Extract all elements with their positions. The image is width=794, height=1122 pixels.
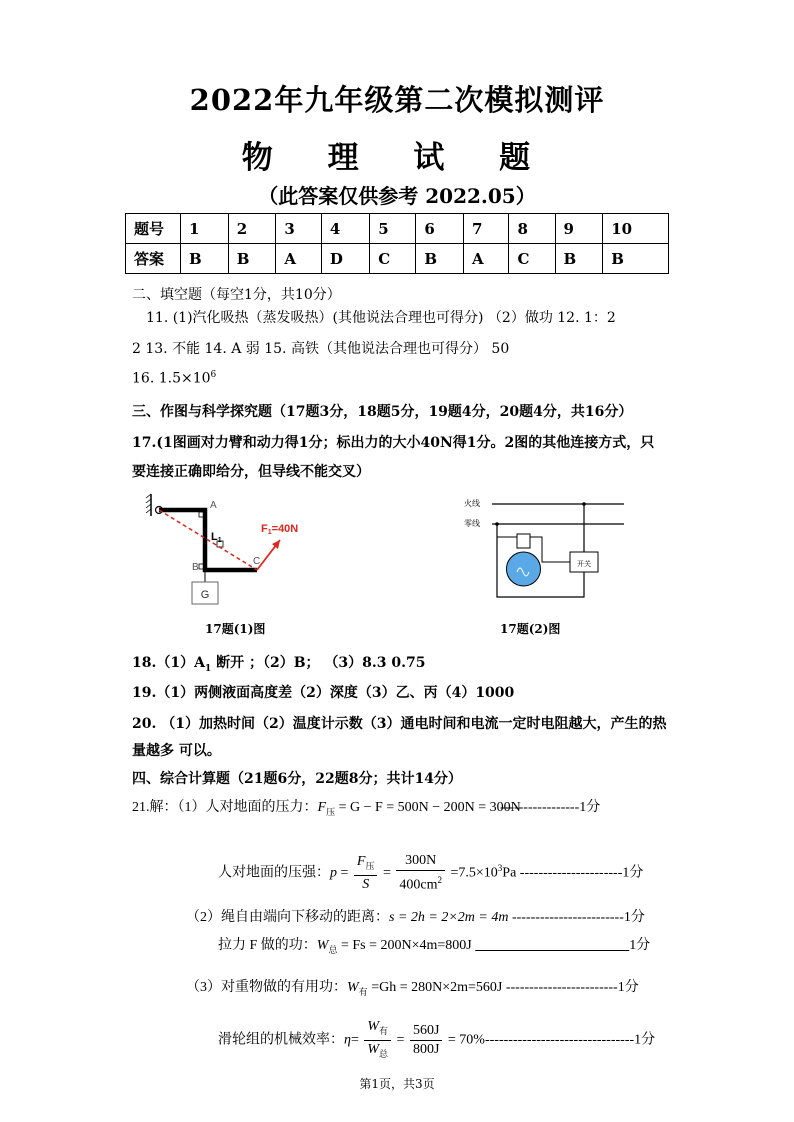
q20-answer-line1: 20. （1）加热时间（2）温度计示数（3）通电时间和电流一定时电阻越大，产生的热 <box>132 716 667 732</box>
q21-eta-num: 560J <box>410 1022 442 1041</box>
q21-distance-eq: s = 2h = 2×2m = 4m <box>389 910 509 925</box>
arm-l1-label <box>211 531 222 544</box>
q17-note-line1: 17.(1图画对力臂和动力得1分；标出力的大小40N得1分。2图的其他连接方式，只 <box>132 435 655 451</box>
q21-work-label: 拉力 F 做的功： <box>218 938 317 953</box>
table-cell: A <box>276 244 321 274</box>
q21-distance-label: （2）绳自由端向下移动的距离： <box>186 910 389 925</box>
score-label: 1分 <box>623 910 645 925</box>
q21-pressure-line: 人对地面的压强：p = $\frac{F_压}{S}$ = $\frac{300N}{400cm^2}$ $=7.5\times 10^3Pa$ ----------------------1分 <box>218 853 644 893</box>
switch-label: 开关 <box>577 560 591 568</box>
force-subscript: 1 <box>267 529 272 536</box>
q11-12-answer: 11. (1)汽化吸热（蒸发吸热）(其他说法合理也可得分) （2）做功 12. 1：2 <box>146 310 616 326</box>
table-cell: 5 <box>370 214 416 244</box>
neutral-wire-label: 零线 <box>464 519 480 528</box>
force-symbol: F <box>261 523 268 535</box>
table-cell: B <box>416 244 464 274</box>
q21-intro: 21.解：（1）人对地面的压力： <box>132 800 318 815</box>
table-cell: C <box>370 244 416 274</box>
q21-efficiency-fraction1: $\frac{W_有}{W_总}$ <box>364 1018 391 1063</box>
q21-force-line: 21.解：（1）人对地面的压力：$F_压 = G - F = 500N - 200N = 300N$ <box>132 800 521 817</box>
q21-pressure-result: =7.5×10 <box>450 865 498 881</box>
force-extension-line <box>159 510 257 570</box>
table-cell: B <box>228 244 276 274</box>
table-cell: 2 <box>228 214 276 244</box>
q21-eta-den: 800J <box>412 1041 440 1057</box>
table-cell: 9 <box>555 214 603 244</box>
point-a-label: A <box>210 500 217 511</box>
q21-pressure-num: 300N <box>396 852 445 871</box>
table-cell: B <box>555 244 603 274</box>
table-cell: 3 <box>276 214 321 244</box>
q21-force-sub: 压 <box>326 806 336 817</box>
q21-efficiency-line: 滑轮组的机械效率：η= $\frac{W_有}{W_总}$ = $\frac{560J}{800J}$ = 70%--------------------------------1分 <box>218 1018 655 1063</box>
q12-15-answer: 2 13. 不能 14. A 弱 15. 高铁（其他说法合理也可得分） 50 <box>132 341 510 357</box>
score-label: 1分 <box>579 800 601 815</box>
q18-subscript: 1 <box>204 663 212 674</box>
table-cell: D <box>321 244 369 274</box>
q21-pressure-label: 人对地面的压强： <box>218 865 330 881</box>
table-cell: 6 <box>416 214 464 244</box>
q16-value: 16. 1.5×10 <box>132 370 211 387</box>
q21-useful-sub: 有 <box>358 986 368 997</box>
q21-distance-line: （2）绳自由端向下移动的距离：s = 2h = 2×2m = 4m ------------------------1分 <box>186 910 645 925</box>
arm-subscript: 1 <box>217 537 222 544</box>
row-label-number: 题号 <box>126 214 181 244</box>
point-b-label: B <box>192 562 199 573</box>
q18-rest: 断开 ；（2）B； （3）8.3 0.75 <box>211 655 426 671</box>
table-row-answers <box>126 244 669 274</box>
q21-pressure-den: 400cm <box>399 877 438 893</box>
q21-eta-den-sub: 总 <box>379 1048 389 1059</box>
table-cell: 7 <box>464 214 509 244</box>
q21-pressure-unit: Pa <box>502 865 517 881</box>
row-label-answer: 答案 <box>126 244 181 274</box>
answer-table <box>125 213 669 274</box>
q21-pressure-sub: 压 <box>365 860 375 871</box>
fig1-caption: 17题(1)图 <box>205 622 266 636</box>
live-wire-label: 火线 <box>464 499 480 508</box>
q21-work-sub: 总 <box>328 944 338 955</box>
q21-pressure-fraction2: $\frac{300N}{400cm^2}$ <box>396 852 445 895</box>
q21-force-eq: = G − F = 500N − 200N = 300N <box>338 800 521 815</box>
q21-efficiency-fraction2 <box>410 1022 442 1059</box>
q21-score-dashes: -----------------1分 <box>500 800 601 815</box>
page-footer: 第1页，共3页 <box>359 1077 435 1091</box>
arm-label: L <box>211 531 218 543</box>
score-label: 1分 <box>629 938 651 953</box>
q18-answer <box>132 652 426 674</box>
subject-title: 物 理 试 题 <box>241 140 553 176</box>
table-cell: 1 <box>181 214 229 244</box>
q21-useful-label: （3）对重物做的有用功： <box>186 980 347 995</box>
fig2-caption: 17题(2)图 <box>500 622 561 636</box>
point-c-label: C <box>253 556 261 567</box>
weight-label: G <box>200 589 210 601</box>
section-4-heading: 四、综合计算题（21题6分，22题8分；共计14分） <box>132 771 462 787</box>
table-cell: 10 <box>603 214 669 244</box>
circuit-diagram <box>462 492 632 607</box>
q18-prefix: 18.（1）A <box>132 655 205 671</box>
table-cell: 8 <box>509 214 555 244</box>
q16-answer <box>132 370 216 387</box>
q21-useful-work-line: （3）对重物做的有用功：$W_有 =Gh = 280N\times 2m=560J$ ------------------------1分 <box>186 980 639 997</box>
force-value: =40N <box>271 523 299 535</box>
bulb-icon <box>507 552 541 586</box>
q17-note-line2: 要连接正确即给分，但导线不能交叉） <box>132 464 370 480</box>
q21-pressure-exp: 3 <box>497 862 503 873</box>
table-cell: C <box>509 244 555 274</box>
q21-work-eq: = Fs = 200N×4m=800J <box>340 938 472 953</box>
bulb-socket <box>517 534 530 548</box>
section-3-heading: 三、作图与科学探究题（17题3分，18题5分，19题4分，20题4分，共16分） <box>132 404 633 420</box>
score-label: 1分 <box>622 865 644 881</box>
q21-useful-eq: =Gh = 280N×2m=560J <box>371 980 503 995</box>
score-label: 1分 <box>634 1032 656 1048</box>
circuit-wire <box>497 504 584 597</box>
q21-pressure-fraction1: $\frac{F_压}{S}$ <box>354 853 378 894</box>
lever-diagram <box>145 490 325 610</box>
section-2-heading: 二、填空题（每空1分，共10分） <box>132 287 341 303</box>
table-cell: A <box>464 244 509 274</box>
score-label: 1分 <box>617 980 639 995</box>
force-label <box>261 523 298 536</box>
q21-efficiency-label: 滑轮组的机械效率： <box>218 1032 344 1048</box>
table-cell: B <box>181 244 229 274</box>
q16-exponent: 6 <box>210 370 217 380</box>
table-cell: 4 <box>321 214 369 244</box>
answer-note: （此答案仅供参考 2022.05） <box>258 184 536 208</box>
q21-eta-num-sub: 有 <box>379 1025 389 1036</box>
q20-answer-line2: 量越多 可以。 <box>132 743 221 759</box>
table-row-numbers <box>126 214 669 244</box>
q21-eta-result: = 70% <box>447 1032 485 1048</box>
table-cell: B <box>603 244 669 274</box>
q19-answer: 19.（1）两侧液面高度差（2）深度（3）乙、丙（4）1000 <box>132 685 515 701</box>
q21-work-line: 拉力 F 做的功：$W_总 = Fs = 200N\times 4m=800J$ 1分 <box>218 938 651 955</box>
page-title: 2022年九年级第二次模拟测评 <box>189 83 605 117</box>
